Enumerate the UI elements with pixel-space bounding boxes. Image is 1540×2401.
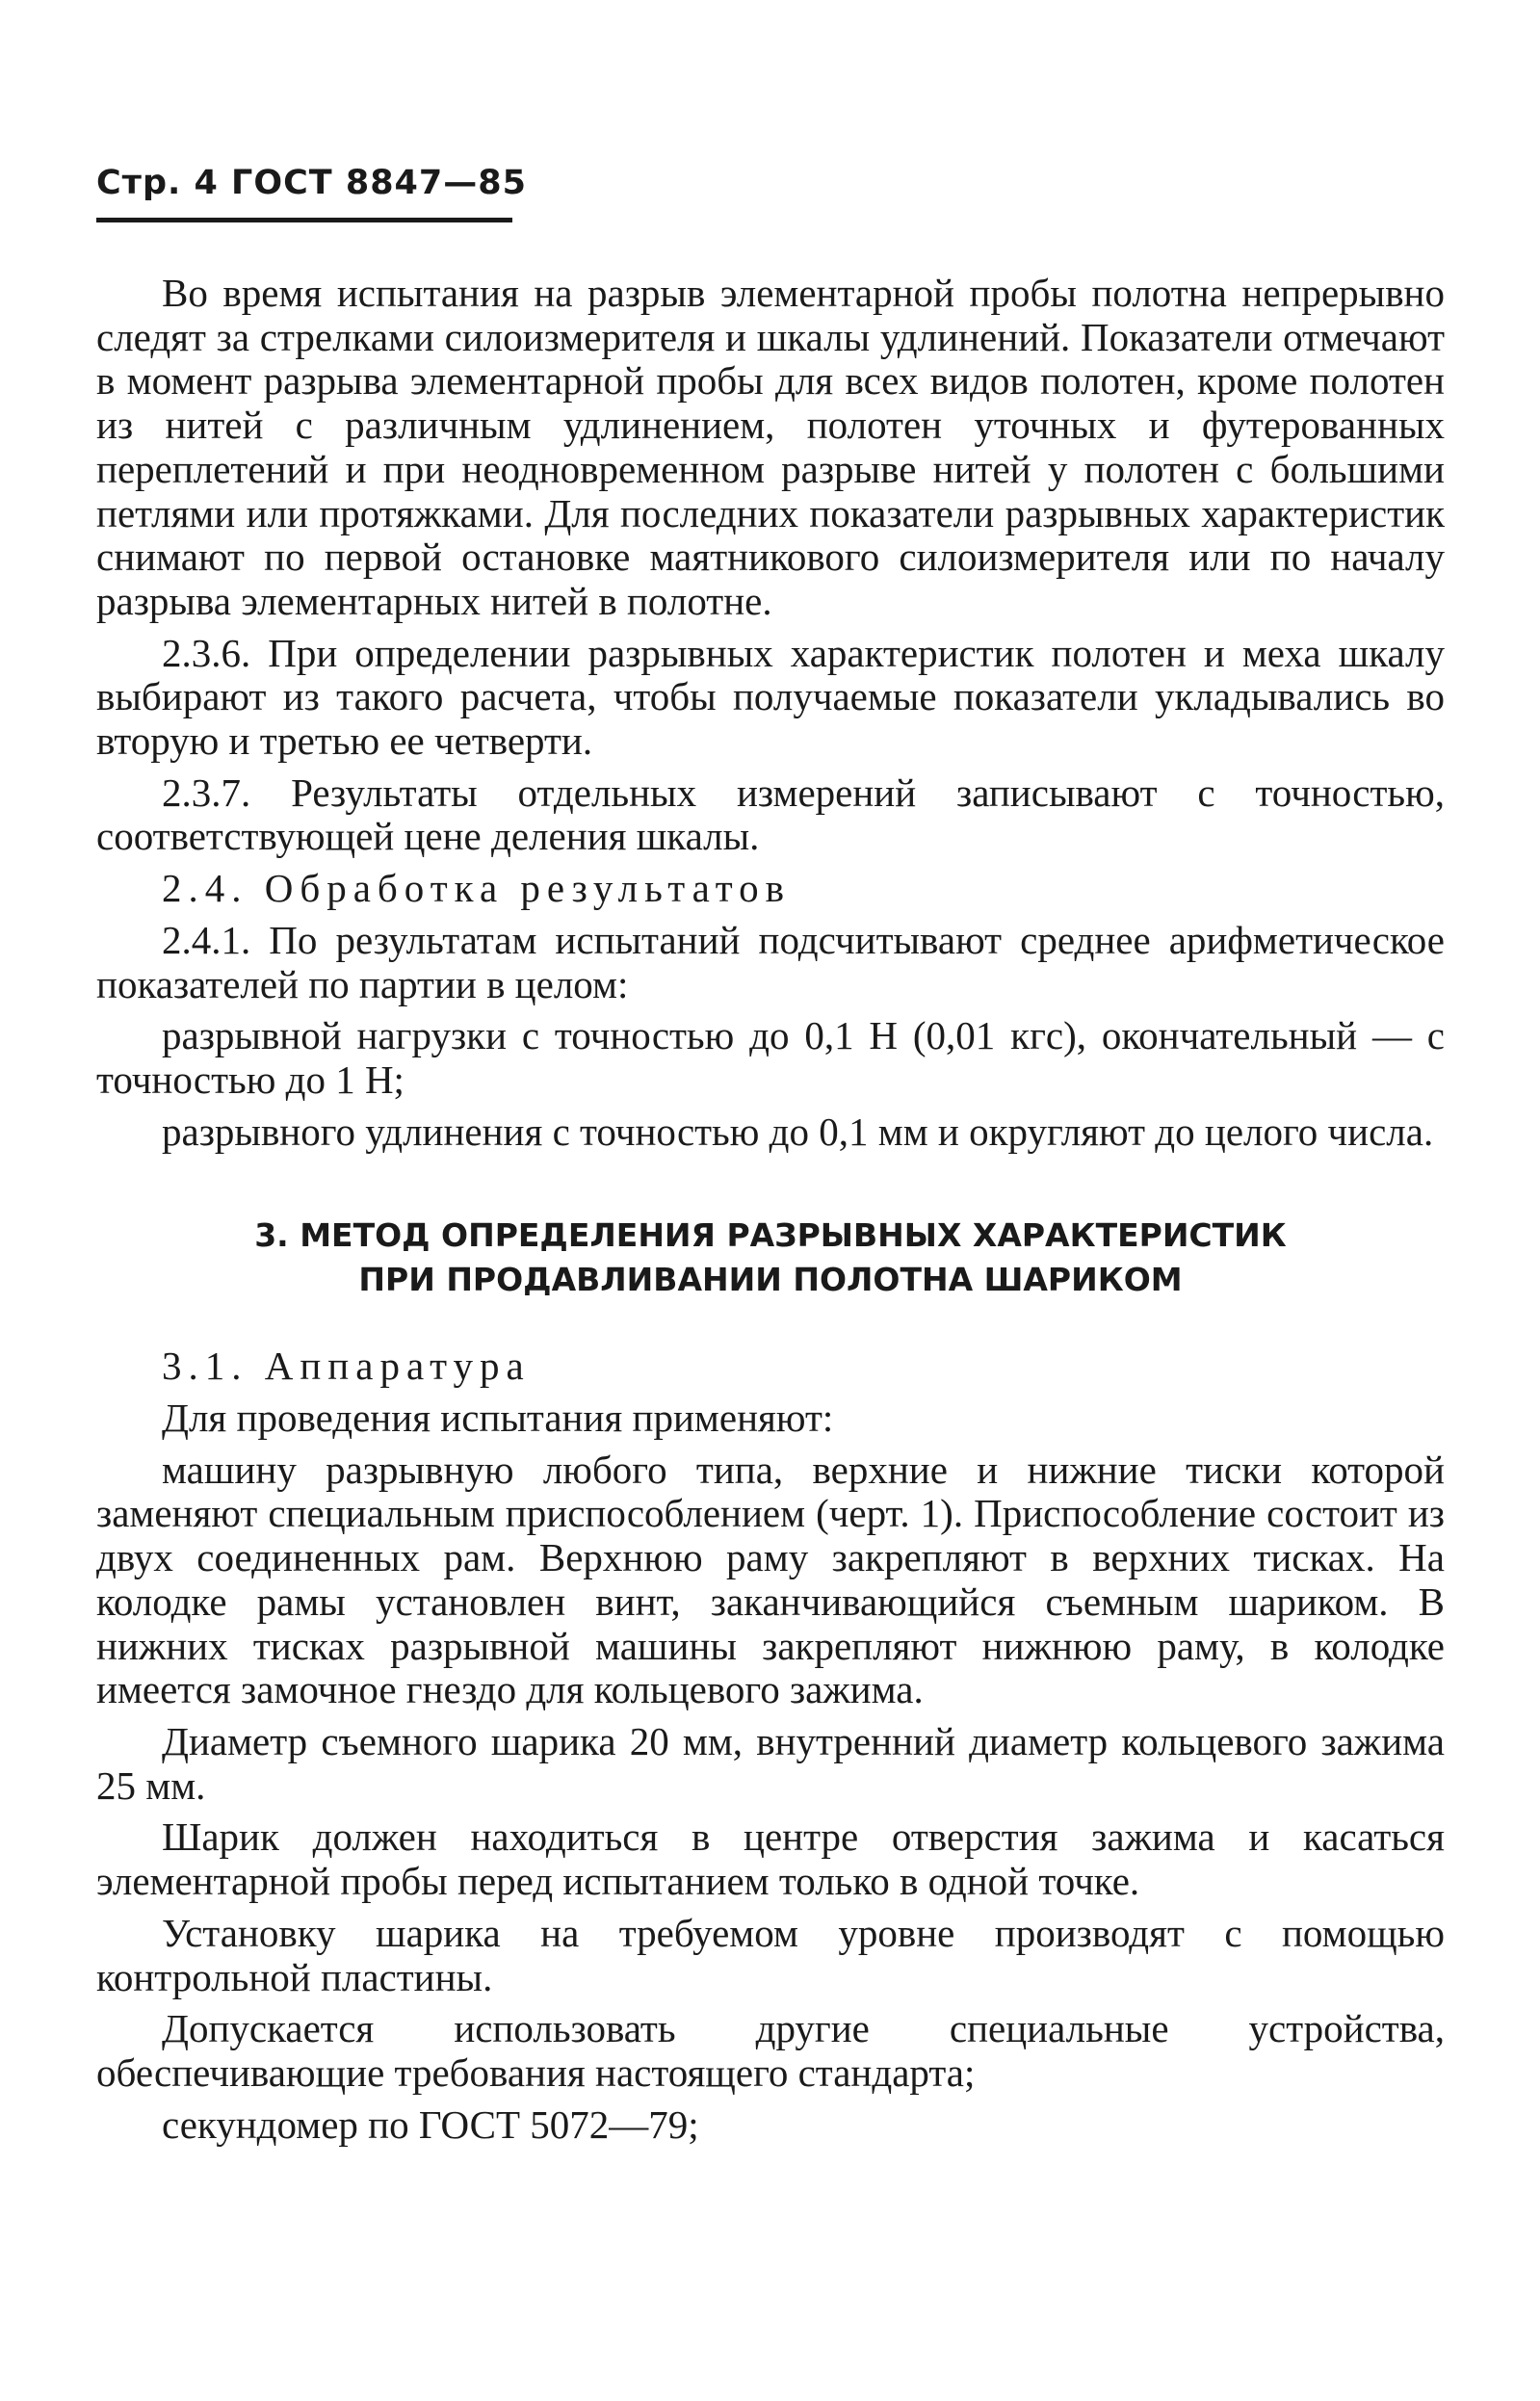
section-heading — [96, 1214, 1445, 1302]
paragraph: машину разрывную любого типа, верхние и нижние тиски которой заменяют специальным приспособлением (черт. 1). Приспособление состоит из двух соединенных рам. Верхнюю раму закрепляют в верхних тисках. На колодке рамы установлен винт, заканчивающийся съемным шариком. В нижних тисках разрывной машины закрепляют нижнюю раму, в колодке имеется замочное гнездо для кольцевого зажима. — [96, 1447, 1445, 1712]
section-heading-line-2: ПРИ ПРОДАВЛИВАНИИ ПОЛОТНА ШАРИКОМ — [358, 1261, 1183, 1299]
document-body — [96, 272, 1445, 2147]
paragraph: Во время испытания на разрыв элементарной пробы полотна непрерывно следят за стрелками силоизмерителя и шкалы удлинений. Показатели отмечают в момент разрыва элементарной пробы для всех видов полотен, кроме полотен из нитей с различным удлинением, полотен уточных и футерованных переплетений и при неодновременном разрыве нитей у полотен с большими петлями или протяжками. Для последних показатели разрывных характеристик снимают по первой остановке маятникового силоизмерителя или по началу разрыва элементарных нитей в полотне. — [96, 271, 1445, 623]
paragraph: Диаметр съемного шарика 20 мм, внутренний диаметр кольцевого зажима 25 мм. — [96, 1718, 1445, 1808]
paragraph: 2.4.1. По результатам испытаний подсчитывают среднее арифметическое показателей по партии в целом: — [96, 917, 1445, 1006]
paragraph: секундомер по ГОСТ 5072—79; — [162, 2101, 699, 2147]
subsection-title-3-1: 3.1. Аппаратура — [162, 1344, 531, 1389]
page-header: Стр. 4 ГОСТ 8847—85 — [96, 164, 527, 202]
paragraph: 2.3.6. При определении разрывных характеристик полотен и меха шкалу выбирают из такого расчета, чтобы получаемые показатели укладывались во вторую и третью ее четверти. — [96, 630, 1445, 764]
paragraph: разрывной нагрузки с точностью до 0,1 Н (0,01 кгс), окончательный — с точностью до 1 Н; — [96, 1013, 1445, 1102]
paragraph: Шарик должен находиться в центре отверстия зажима и касаться элементарной пробы перед испытанием только в одной точке. — [96, 1814, 1445, 1904]
paragraph: Для проведения испытания применяют: — [162, 1396, 834, 1441]
paragraph: разрывного удлинения с точностью до 0,1 мм и округляют до целого числа. — [162, 1109, 1434, 1154]
section-heading-line-1: 3. МЕТОД ОПРЕДЕЛЕНИЯ РАЗРЫВНЫХ ХАРАКТЕРИСТИК — [254, 1216, 1287, 1255]
paragraph: Установку шарика на требуемом уровне производят с помощью контрольной пластины. — [96, 1910, 1445, 1999]
paragraph: Допускается использовать другие специальные устройства, обеспечивающие требования настоящего стандарта; — [96, 2006, 1445, 2095]
header-rule — [96, 218, 512, 222]
paragraph: 2.3.7. Результаты отдельных измерений записывают с точностью, соответствующей цене деления шкалы. — [96, 770, 1445, 859]
subsection-title-2-4: 2.4. Обработка результатов — [162, 866, 792, 911]
